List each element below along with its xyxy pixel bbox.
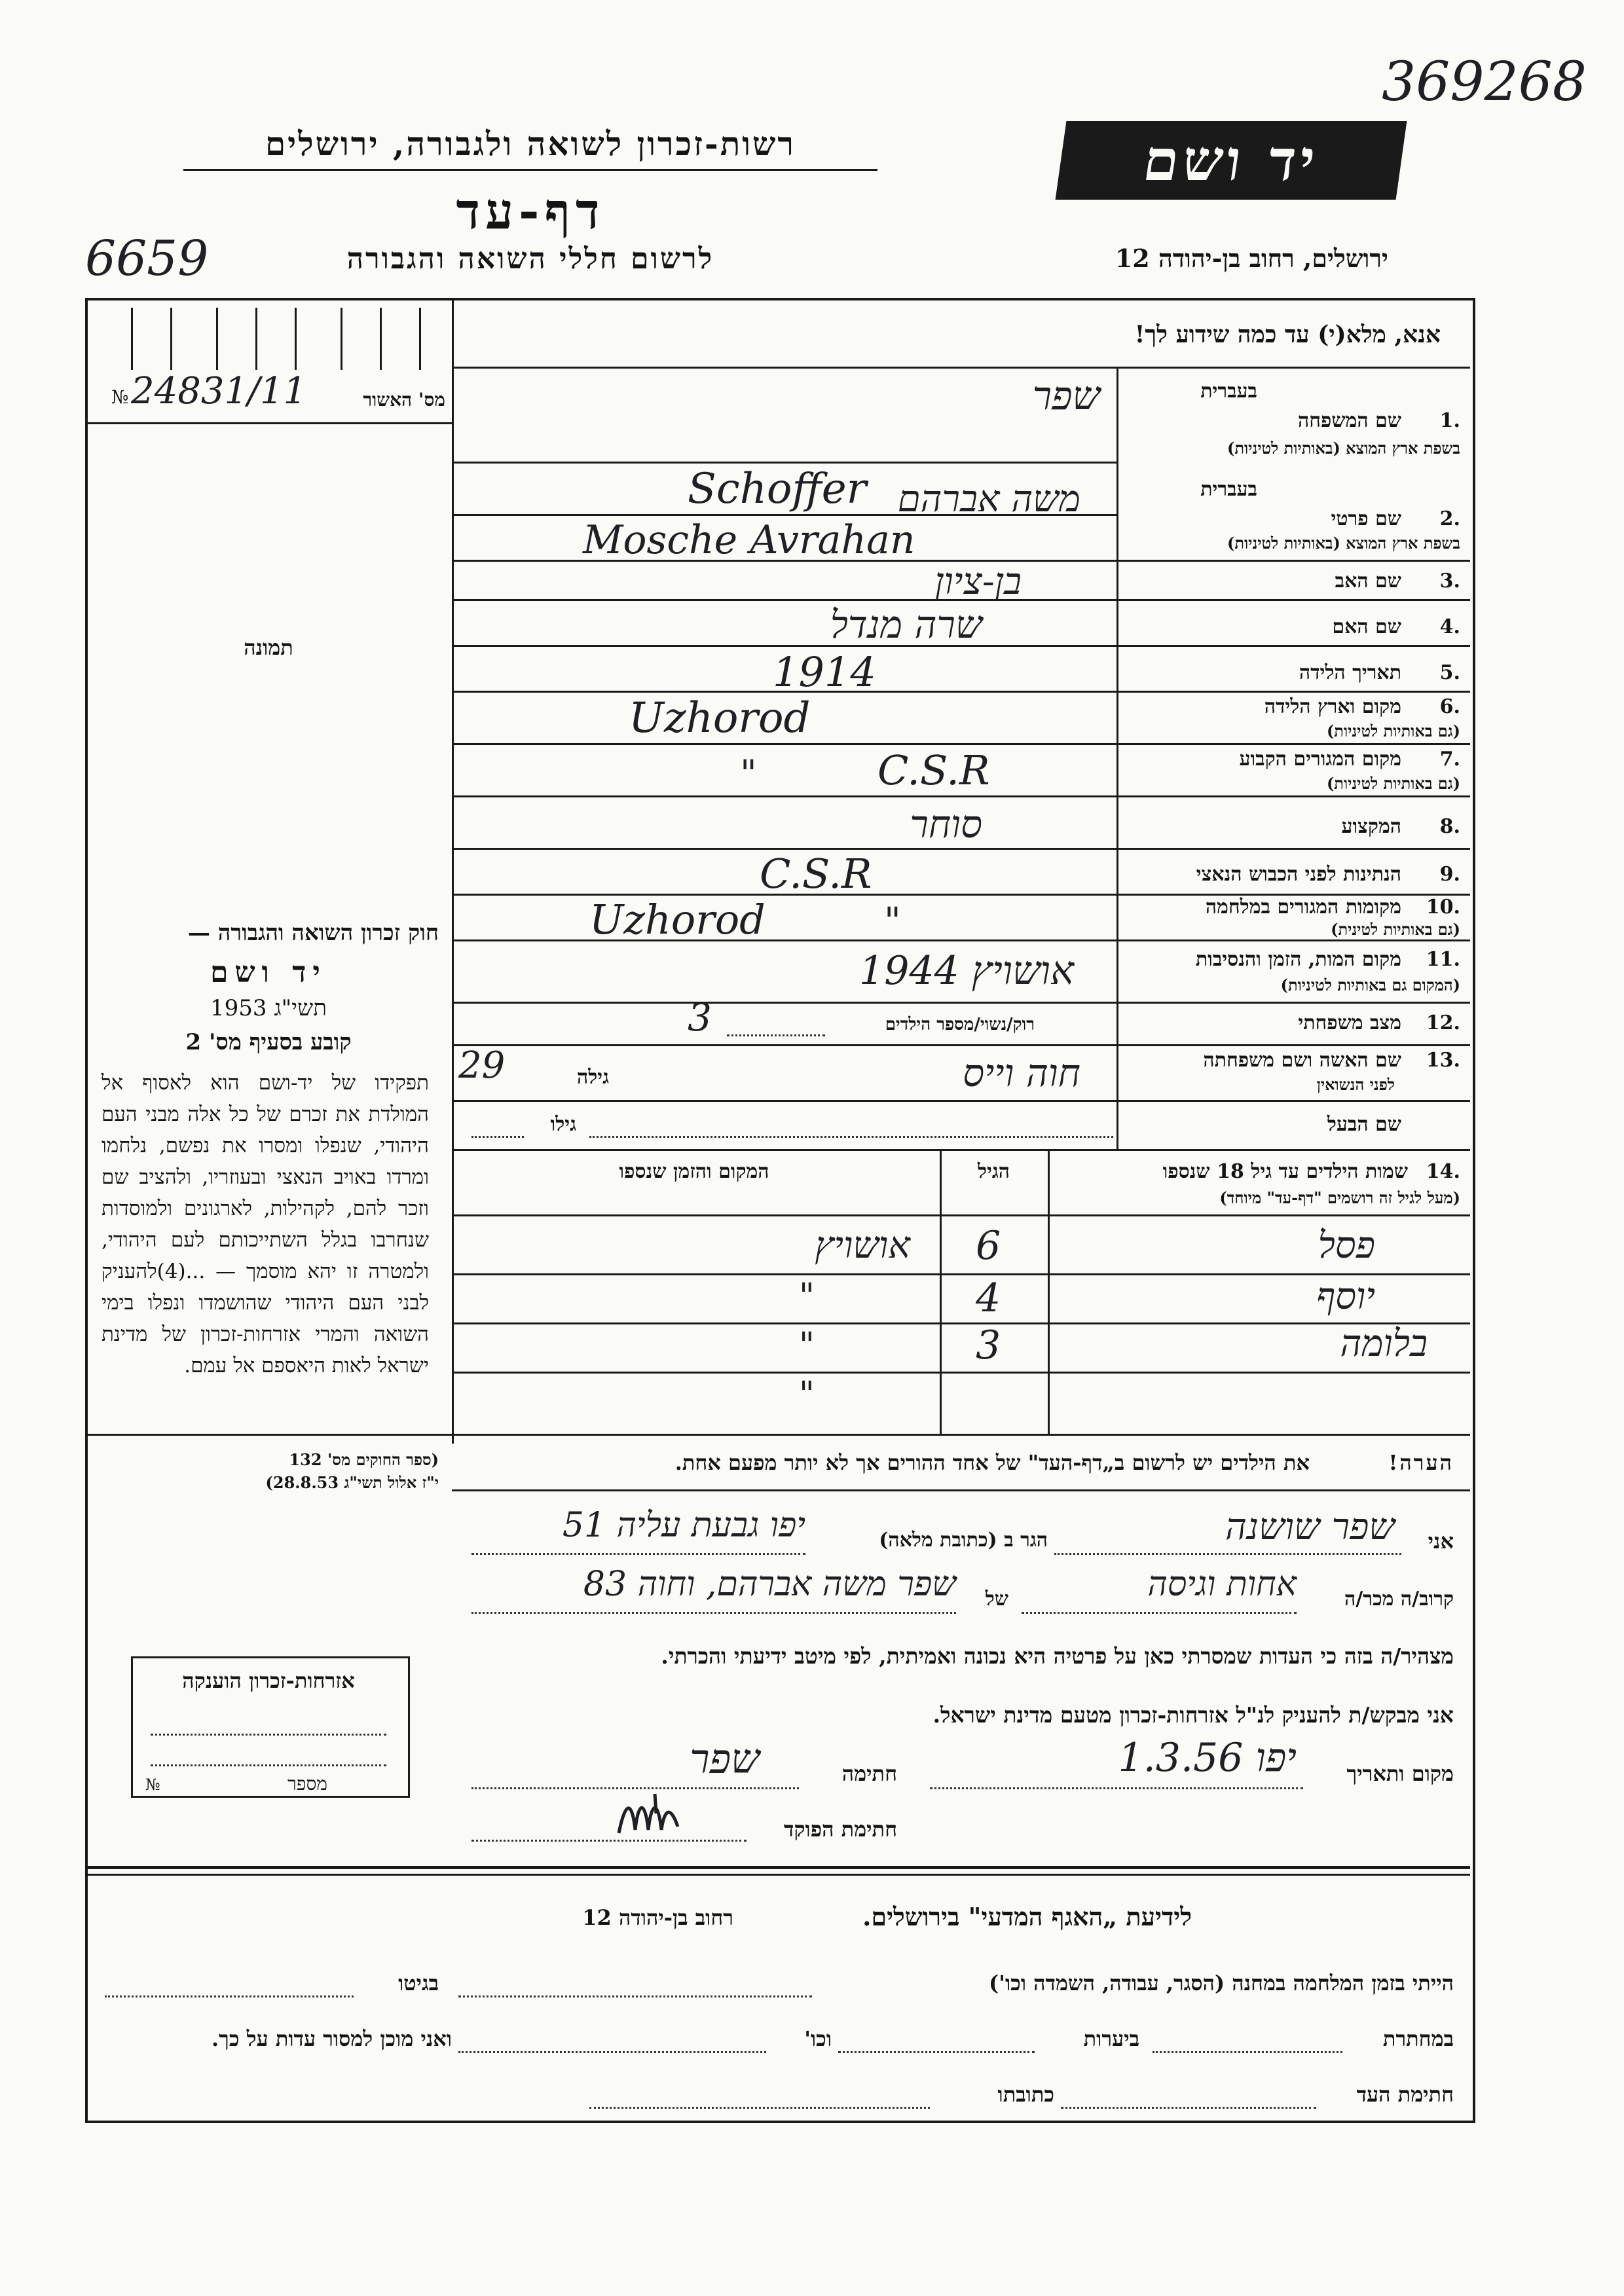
authority-line: רשות-זכרון לשואה ולגבורה, ירושלים [265,124,796,163]
residence: C.S.R [877,746,990,794]
field-4-label: שם האם [1332,615,1401,638]
note-text: את הילדים יש לרשום ב„דף-העד" של אחד ההורים אך לא יותר מפעם אחת. [674,1450,1310,1475]
row-line [452,1100,1470,1102]
row-line [452,462,1116,464]
father-name: בן-ציון [934,560,1022,603]
children-col-divider-2 [940,1149,942,1434]
field-7-sub: (גם באותיות לטיניות) [1326,774,1460,793]
row-line [452,743,1470,745]
child-place: " [799,1326,815,1365]
field-1-label2: בעברית [1200,380,1257,403]
witness-address-line [471,1553,805,1555]
tick [341,308,342,370]
law-year: 1953 [210,995,267,1021]
field-7-label: מקום המגורים הקבוע [1239,748,1401,771]
field-13-sub: לפני הנשואין [1316,1075,1395,1094]
statement-1: מצהיר/ה בזה כי העדות שמסרתי כאן על פרטיה היא נכונה ואמיתית, לפי מיטב ידיעתי והכרתי. [661,1643,1454,1669]
citizenship: C.S.R [760,850,872,898]
approval-label: מס' האשור [363,389,445,410]
field-10-sub: (גם באותיות לטינית) [1331,920,1460,939]
row-line [452,691,1470,693]
field-4-num: 4. [1439,615,1460,638]
citizenship-box-number: מספר [287,1773,327,1795]
family-name-latin: Schoffer [688,465,867,513]
wife-age: 29 [458,1044,506,1087]
children-age-header: הגיל [977,1160,1010,1183]
field-10-label: מקומות המגורים במלחמה [1205,896,1401,919]
child-name: יוסף [1316,1275,1375,1318]
signature-value: שפר [690,1735,760,1783]
authority-underline [183,169,877,171]
husband-age-line [471,1136,524,1138]
relation-of-value: שפר משה אברהם, וחוה 83 [583,1565,956,1604]
footer-title: לידיעת „האגף המדעי" בירושלים. [862,1902,1192,1931]
header-address: ירושלים, רחוב בן-יהודה 12 [1115,244,1388,273]
footer-divider [85,1866,1470,1869]
row-line [452,1044,1470,1046]
footer-divider-2 [85,1874,1470,1876]
field-2-label: שם פרטי [1331,507,1401,530]
approval-number: 24831/11 [131,370,307,412]
citizenship-line-2 [151,1764,386,1766]
children-header-line [452,1214,1470,1216]
approval-prefix: № [111,386,129,408]
field-11-sub: (המקום גם באותיות לטיניות) [1280,975,1460,994]
field-1-label: שם המשפחה [1297,409,1401,432]
residence-ditto: " [740,753,757,795]
ghetto-line [105,1995,354,1997]
field-11-label: מקום המות, הזמן והנסיבות [1195,948,1401,971]
field-3-label: שם האב [1335,570,1401,592]
tick [131,308,133,370]
field-8-label: המקצוע [1341,815,1401,838]
field-9-num: 9. [1439,863,1460,886]
profession: סוחר [910,802,982,847]
tick [419,308,421,370]
marital-options: רוק/נשוי/מספר הילדים [885,1015,1035,1034]
camp-line-fill [458,1995,812,1997]
birth-place: Uzhorod [629,694,811,742]
forests-label: ביערות [1083,2026,1139,2051]
law-text: תפקידו של יד-ושם הוא לאסוף אל המולדת את זכרם של כל אלה מבני העם היהודי, שנפלו ומסרו את נפשם, נלחמו ומרדו באויב הנאצי ובעוזריו, ולהציב שם וזכר להם, לקהילות, לארגונים ולמוסדות שנחרבו בגלל השתייכותם לעם היהודי, ולמטרה זו יהא מוסמך — ...(4)להעניק לבני העם היהודי שהושמדו ונפלו בימי השואה והמרי אזרחות-זכרון של מדינת ישראל לאות היאספם אל עמם. [101,1071,429,1377]
law-clause: קובע בסעיף מס' 2 [185,1029,352,1055]
law-source: (ספר החוקים מס' 132 [289,1450,439,1469]
child-age: 6 [976,1223,1001,1269]
label-divider [1116,367,1118,1149]
wartime-residence-ditto: " [884,900,901,943]
citizenship-box-no: № [145,1776,160,1794]
camp-line: הייתי בזמן המלחמה במחנה (הסגר, עבודה, השמדה וכו') [989,1971,1454,1995]
row-line [452,795,1470,797]
row-line [452,1002,1470,1004]
field-5-label: תאריך הלידה [1299,661,1401,684]
citizenship-line-1 [151,1734,386,1736]
first-name-hebrew: משה אברהם [897,478,1080,520]
field-12-num: 12. [1426,1011,1460,1034]
child-place: " [799,1375,815,1414]
officer-signature [616,1787,688,1846]
children-row-line [85,1434,1470,1436]
witness-signature-label: חתימת העד [1356,2082,1454,2107]
of-label: של [985,1588,1008,1611]
first-name-latin: Mosche Avrahan [583,517,915,563]
relation-of-line [471,1612,956,1614]
children-count: 3 [688,995,712,1040]
mother-name: שרה מנדל [830,602,982,647]
decl-ani: אני [1428,1529,1454,1554]
field-8-num: 8. [1439,815,1460,838]
children-row-line [452,1372,1470,1374]
family-name-hebrew: שפר [1032,373,1100,419]
field-6-num: 6. [1439,695,1460,718]
officer-line [471,1840,747,1842]
officer-label: חתימת הפוקד [784,1817,897,1842]
tick [295,308,297,370]
law-year-he: תשי"ג [274,995,327,1021]
wartime-residence: Uzhorod [589,896,766,943]
husband-age-label: גילו [550,1113,576,1136]
place-date-value: יפו 1.3.56 [1118,1735,1297,1781]
yad-vashem-logo: יד ושם [1056,121,1407,200]
relation-value: אחות וגיסה [1147,1565,1297,1604]
field-6-sub: (גם באותיות לטיניות) [1326,721,1460,740]
death-place-time: אושויץ 1944 [859,948,1074,994]
field-11-num: 11. [1426,948,1460,971]
field-7-num: 7. [1439,748,1460,771]
children-subtitle: (מעל לגיל זה רושמים "דף-עד" מיוחד) [1219,1188,1460,1207]
wife-name: חוה וייס [963,1051,1080,1095]
ready-label: ואני מוכן למסור עדות על כך. [211,2026,452,2051]
place-date-line [930,1787,1303,1789]
child-age: 4 [976,1275,1001,1321]
statement-2: אני מבקש/ת להעניק לנ"ל אזרחות-זכרון מטעם מדינת ישראל. [932,1702,1454,1728]
child-name: פסל [1318,1224,1375,1267]
field-9-label: הנתינות לפני הכבוש הנאצי [1196,863,1401,886]
law-name: יד ושם [210,956,327,989]
note-label: הערה! [1388,1450,1454,1475]
footer-address: רחוב בן-יהודה 12 [582,1905,733,1930]
instruction: אנא, מלא(י) עד כמה שידוע לך! [1134,321,1441,348]
tick [170,308,172,370]
field-2-sub: בשפת ארץ המוצא (באותיות לטיניות) [1227,534,1460,553]
field-13-num: 13. [1426,1049,1460,1072]
wife-age-label: גילה [576,1066,609,1089]
field-2-num: 2. [1439,507,1460,530]
archive-number: 369268 [1382,51,1587,113]
ghetto-label: בגיטו [398,1971,439,1995]
field-6-label: מקום וארץ הלידה [1264,695,1401,718]
children-num: 14. [1426,1160,1460,1183]
marital-line [727,1034,825,1036]
children-place-header: המקום והזמן שנספו [619,1160,769,1183]
etc-line [458,2051,766,2053]
note-divider [452,1489,1470,1491]
witness-signature-line [1061,2107,1316,2109]
child-age: 3 [976,1322,1001,1368]
tick [216,308,218,370]
instruction-divider [452,367,1470,369]
field-2-label2: בעברית [1200,478,1257,501]
approval-divider [85,422,452,424]
field-10-num: 10. [1426,896,1460,919]
form-title: דף-עד [456,182,605,240]
witness-name: שפר שושנה [1225,1506,1395,1548]
law-title: חוק זכרון השואה והגבורה — [187,920,439,946]
field-12-label: מצב משפחתי [1298,1011,1401,1034]
field-5-num: 5. [1439,661,1460,684]
row-line [452,1149,1470,1151]
child-place: אושויץ [815,1224,910,1267]
photo-label: תמונה [244,635,293,660]
citizenship-box-title: אזרחות-זכרון הוענקה [182,1668,355,1693]
field-1-num: 1. [1439,409,1460,432]
place-date-label: מקום ותאריך [1346,1761,1454,1786]
left-column-divider [452,298,454,1444]
witness-name-line [1054,1553,1401,1555]
witness-address: יפו גבעת עליה 51 [562,1506,805,1545]
underground-line [1153,2051,1342,2053]
law-year-row [98,995,439,1021]
field-3-num: 3. [1439,570,1460,592]
row-line [452,848,1470,850]
signature-label: חתימה [841,1761,897,1786]
law-date: י"ז אלול תשי"ג 28.8.53) [265,1473,439,1492]
lives-label: הגר ב (כתובת מלאה) [879,1529,1048,1552]
birth-date: 1914 [773,648,876,696]
etc-label: וכו' [804,2026,832,2051]
handwritten-ref: 6659 [85,230,209,287]
tick [255,308,257,370]
field-1-sub: בשפת ארץ המוצא (באותיות לטיניות) [1227,439,1460,458]
tick [380,308,382,370]
field-13-label: שם האשה ושם משפחתה [1203,1049,1401,1072]
child-name: בלומה [1340,1322,1428,1365]
form-subtitle: לרשום חללי השואה והגבורה [346,242,714,276]
husband-label: שם הבעל [1327,1113,1401,1136]
address-label: כתובתו [997,2082,1054,2107]
relation-line [1022,1612,1297,1614]
children-title: שמות הילדים עד גיל 18 שנספו [1162,1160,1408,1183]
husband-name-line [589,1136,1113,1138]
address-line [589,2107,930,2109]
child-place: " [799,1277,815,1316]
forests-line [838,2051,1035,2053]
children-col-divider-1 [1048,1149,1050,1434]
underground-label: במחתרת [1382,2026,1454,2051]
relative-label: קרוב/ה מכר/ה [1344,1588,1454,1611]
